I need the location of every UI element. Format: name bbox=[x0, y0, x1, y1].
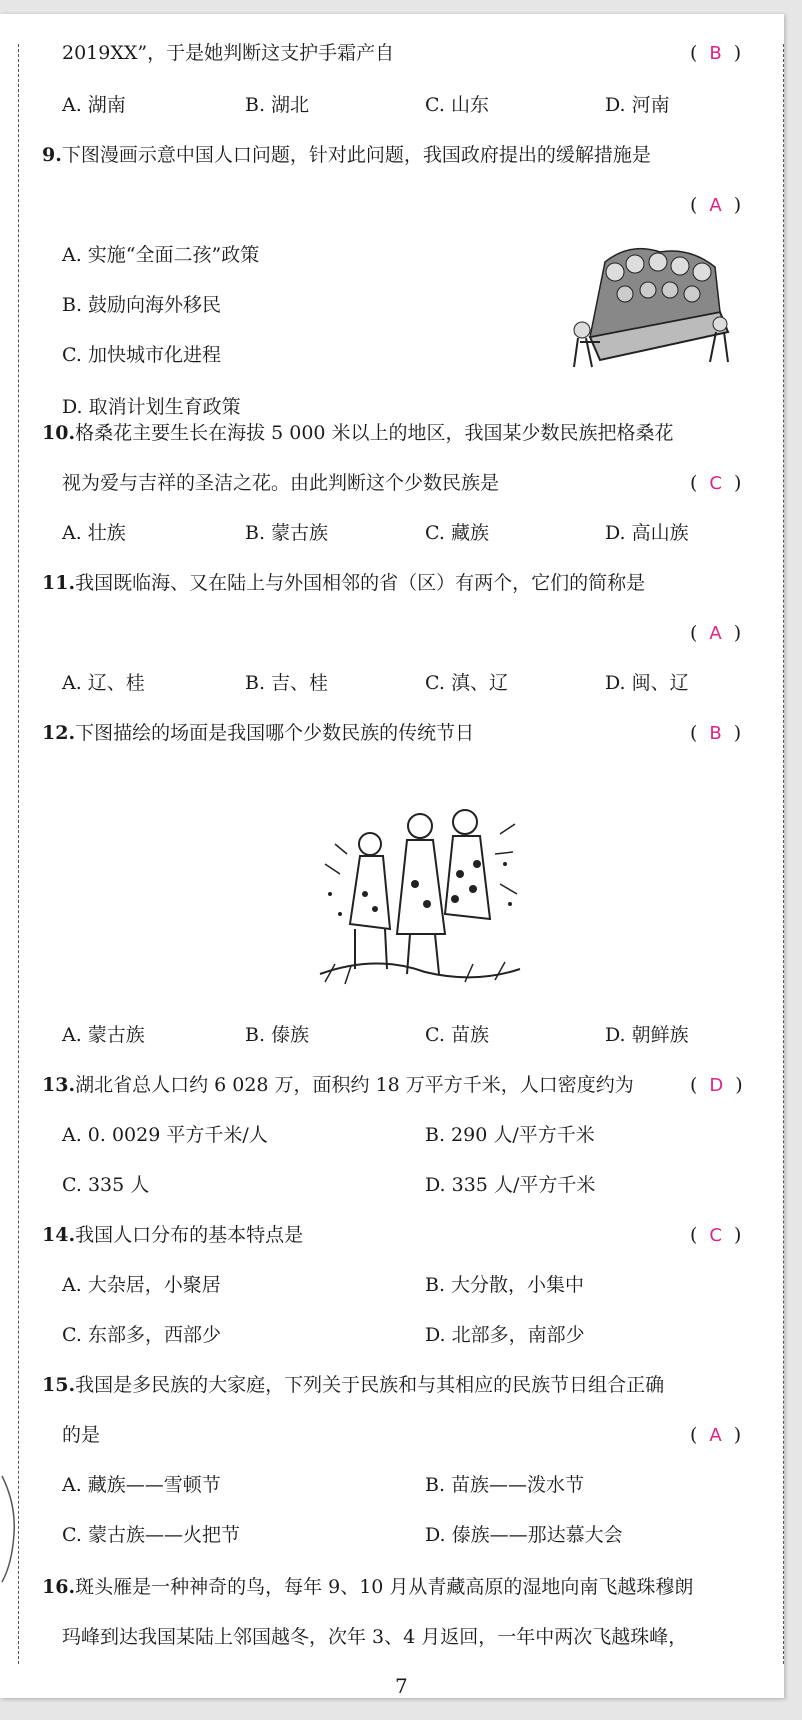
q9-option-a: A. 实施“全面二孩”政策 bbox=[62, 244, 260, 266]
q12-stem bbox=[42, 718, 474, 748]
q15-option-b: B. 苗族——泼水节 bbox=[425, 1474, 585, 1496]
q16-number: 16. bbox=[42, 1576, 76, 1598]
q13-option-d: D. 335 人/平方千米 bbox=[425, 1174, 596, 1196]
q8-option-a: A. 湖南 bbox=[62, 94, 126, 116]
q16-stem-line2: 玛峰到达我国某陆上邻国越冬，次年 3、4 月返回，一年中两次飞越珠峰， bbox=[62, 1626, 688, 1648]
left-dashed-border bbox=[18, 44, 19, 1664]
workbook-page bbox=[0, 14, 784, 1698]
q15-option-d: D. 傣族——那达慕大会 bbox=[425, 1524, 623, 1546]
q11-stem bbox=[42, 568, 645, 598]
q13-stem-text: 湖北省总人口约 6 028 万，面积约 18 万平方千米，人口密度约为 bbox=[75, 1074, 634, 1096]
q13-option-b: B. 290 人/平方千米 bbox=[425, 1124, 595, 1146]
q11-answer: ( A ) bbox=[690, 622, 742, 644]
q14-number: 14. bbox=[42, 1224, 76, 1246]
q9-number: 9. bbox=[42, 144, 62, 166]
q14-option-c: C. 东部多，西部少 bbox=[62, 1324, 221, 1346]
q8-stem-tail: 2019XX”，于是她判断这支护手霜产自 bbox=[62, 42, 395, 64]
q10-option-d: D. 高山族 bbox=[605, 522, 689, 544]
q11-option-b: B. 吉、桂 bbox=[245, 672, 329, 694]
q12-option-c: C. 苗族 bbox=[425, 1024, 489, 1046]
q14-answer: ( C ) bbox=[690, 1224, 742, 1246]
q16-stem-line1 bbox=[42, 1572, 693, 1602]
q11-option-a: A. 辽、桂 bbox=[62, 672, 145, 694]
q13-option-a: A. 0. 0029 平方千米/人 bbox=[62, 1124, 268, 1146]
q12-answer-letter: B bbox=[709, 723, 722, 744]
margin-bracket bbox=[0, 1474, 24, 1584]
q15-answer: ( A ) bbox=[690, 1424, 742, 1446]
q15-option-a: A. 藏族——雪顿节 bbox=[62, 1474, 221, 1496]
right-dashed-border bbox=[783, 44, 784, 1664]
q9-option-b: B. 鼓励向海外移民 bbox=[62, 294, 222, 316]
festival-illustration-image bbox=[315, 804, 525, 989]
q14-answer-letter: C bbox=[709, 1225, 722, 1246]
q13-answer: ( D ) bbox=[690, 1074, 743, 1096]
q8-answer: ( B ) bbox=[690, 42, 742, 64]
q15-stem-line2: 的是 bbox=[62, 1424, 101, 1446]
q13-stem bbox=[42, 1070, 634, 1100]
q10-stem-text1: 格桑花主要生长在海拔 5 000 米以上的地区，我国某少数民族把格桑花 bbox=[75, 422, 674, 444]
q10-stem-line2: 视为爱与吉祥的圣洁之花。由此判断这个少数民族是 bbox=[62, 472, 500, 494]
q8-answer-letter: B bbox=[709, 43, 722, 64]
q8-option-d: D. 河南 bbox=[605, 94, 670, 116]
q12-stem-text: 下图描绘的场面是我国哪个少数民族的传统节日 bbox=[75, 722, 475, 744]
q9-stem-text: 下图漫画示意中国人口问题，针对此问题，我国政府提出的缓解措施是 bbox=[61, 144, 651, 166]
q12-option-b: B. 傣族 bbox=[245, 1024, 310, 1046]
q11-option-d: D. 闽、辽 bbox=[605, 672, 689, 694]
q10-option-a: A. 壮族 bbox=[62, 522, 126, 544]
q15-option-c: C. 蒙古族——火把节 bbox=[62, 1524, 240, 1546]
q8-option-c: C. 山东 bbox=[425, 94, 489, 116]
q12-option-a: A. 蒙古族 bbox=[62, 1024, 145, 1046]
q16-stem-text1: 斑头雁是一种神奇的鸟，每年 9、10 月从青藏高原的湿地向南飞越珠穆朗 bbox=[75, 1576, 694, 1598]
q12-option-d: D. 朝鲜族 bbox=[605, 1024, 689, 1046]
q9-answer-letter: A bbox=[709, 195, 722, 216]
q15-answer-letter: A bbox=[709, 1425, 722, 1446]
q9-option-d: D. 取消计划生育政策 bbox=[62, 396, 241, 418]
q8-option-b: B. 湖北 bbox=[245, 94, 310, 116]
q10-number: 10. bbox=[42, 422, 76, 444]
q10-option-c: C. 藏族 bbox=[425, 522, 489, 544]
q14-stem-text: 我国人口分布的基本特点是 bbox=[75, 1224, 304, 1246]
q14-stem bbox=[42, 1220, 303, 1250]
q15-stem-line1 bbox=[42, 1370, 664, 1400]
q9-stem bbox=[42, 140, 651, 170]
q13-number: 13. bbox=[42, 1074, 76, 1096]
q14-option-b: B. 大分散，小集中 bbox=[425, 1274, 585, 1296]
q14-option-d: D. 北部多，南部少 bbox=[425, 1324, 585, 1346]
q13-option-c: C. 335 人 bbox=[62, 1174, 150, 1196]
q9-answer: ( A ) bbox=[690, 194, 742, 216]
q15-number: 15. bbox=[42, 1374, 76, 1396]
q12-number: 12. bbox=[42, 722, 76, 744]
q11-answer-letter: A bbox=[709, 623, 722, 644]
q11-number: 11. bbox=[42, 572, 76, 594]
q10-answer-letter: C bbox=[709, 473, 722, 494]
q13-answer-letter: D bbox=[709, 1075, 724, 1096]
q11-stem-text: 我国既临海、又在陆上与外国相邻的省（区）有两个，它们的简称是 bbox=[75, 572, 646, 594]
q12-answer: ( B ) bbox=[690, 722, 742, 744]
q10-stem-line1 bbox=[42, 418, 674, 448]
q10-option-b: B. 蒙古族 bbox=[245, 522, 329, 544]
q9-option-c: C. 加快城市化进程 bbox=[62, 344, 221, 366]
population-cartoon-image bbox=[570, 242, 730, 372]
q15-stem-text1: 我国是多民族的大家庭，下列关于民族和与其相应的民族节日组合正确 bbox=[75, 1374, 665, 1396]
q14-option-a: A. 大杂居，小聚居 bbox=[62, 1274, 221, 1296]
page-number: 7 bbox=[395, 1674, 408, 1698]
q10-answer: ( C ) bbox=[690, 472, 742, 494]
q11-option-c: C. 滇、辽 bbox=[425, 672, 508, 694]
